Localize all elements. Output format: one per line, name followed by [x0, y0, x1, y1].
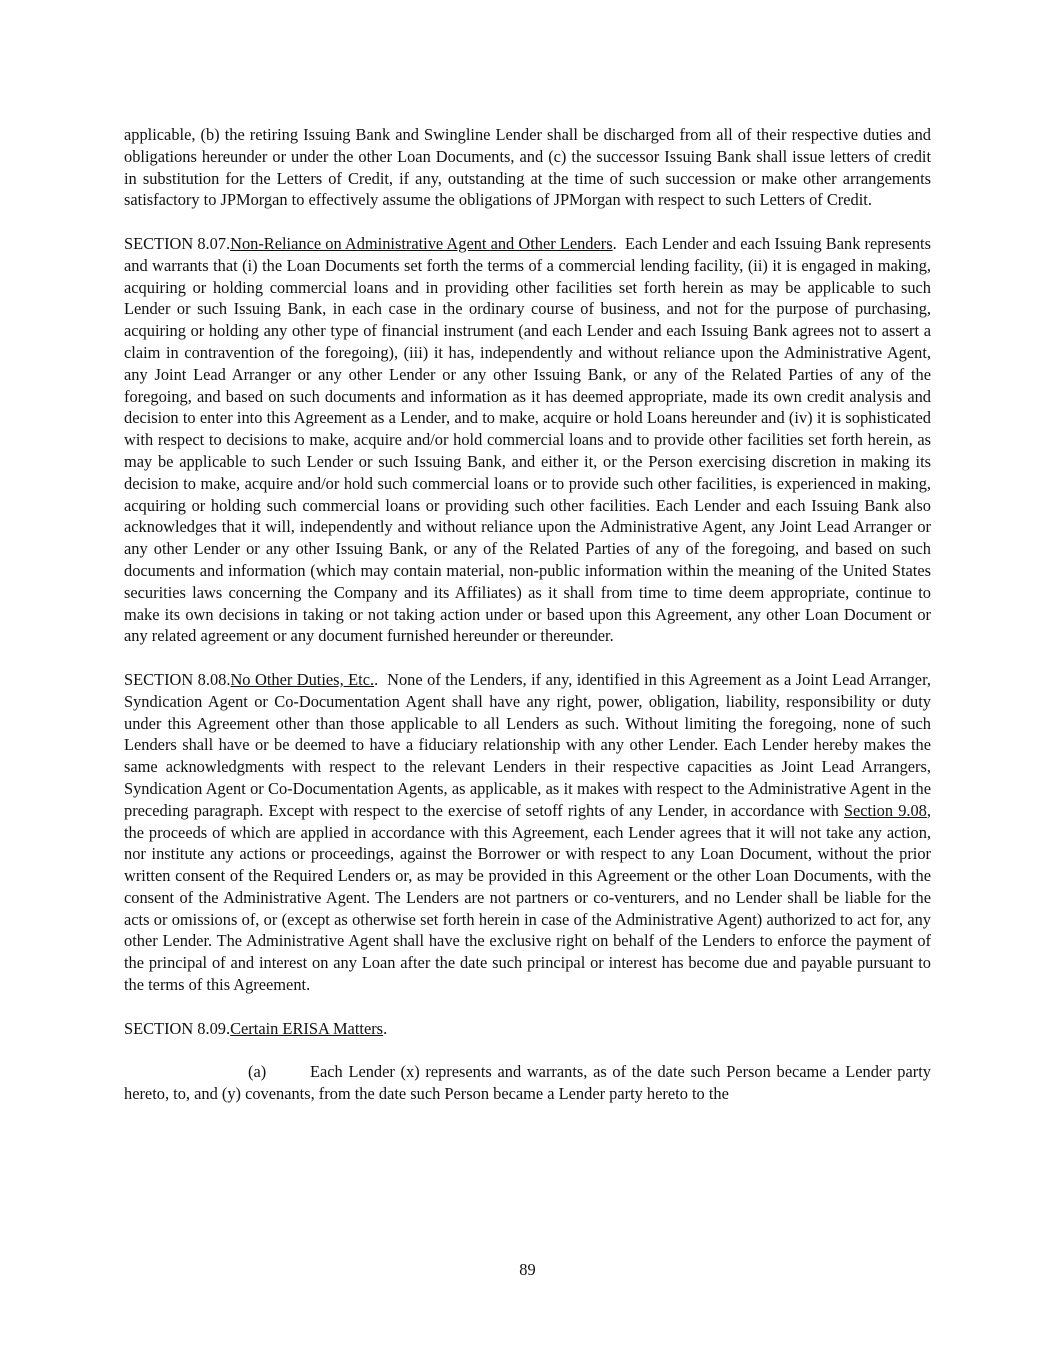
section-title-suffix: .: [383, 1018, 388, 1038]
subparagraph-text: Each Lender (x) represents and warrants, as of the date such Person became a Lender party hereto, to, and (y) covenants, from the date such Person became a Lender party hereto to the: [124, 1062, 931, 1104]
subparagraph-a: [124, 1061, 931, 1105]
section-title-suffix: .: [374, 669, 379, 689]
section-8-08: [124, 669, 931, 996]
section-8-09: [124, 1018, 931, 1040]
section-cross-reference: Section 9.08: [843, 800, 927, 820]
section-title: No Other Duties, Etc.: [230, 669, 375, 689]
document-page: [124, 124, 931, 1105]
section-number: SECTION 8.09.: [124, 1018, 231, 1038]
intro-paragraph: applicable, (b) the retiring Issuing Bank and Swingline Lender shall be discharged from all of their respective duties and obligations hereunder or under the other Loan Documents, and (c) the successor Issuing Bank shall issue letters of credit in substitution for the Letters of Credit, if any, outstanding at the time of such succession or make other arrangements satisfactory to JPMorgan to effectively assume the obligations of JPMorgan with respect to such Letters of Credit.: [124, 125, 931, 210]
page-number: 89: [519, 1260, 536, 1279]
section-body-continued: , the proceeds of which are applied in accordance with this Agreement, each Lender agrees that it will not take any action, nor institute any actions or proceedings, against the Borrower or with respect to any Loan Document, without the prior written consent of the Required Lenders or, as may be provided in this Agreement or the other Loan Documents, with the consent of the Administrative Agent. The Lenders are not partners or co-venturers, and no Lender shall be liable for the acts or omissions of, or (except as otherwise set forth herein in case of the Administrative Agent) authorized to act for, any other Lender. The Administrative Agent shall have the exclusive right on behalf of the Lenders to enforce the payment of the principal of and interest on any Loan after the date such principal or interest has become due and payable pursuant to the terms of this Agreement.: [124, 800, 931, 995]
section-title: Certain ERISA Matters: [230, 1018, 384, 1038]
section-body: Each Lender and each Issuing Bank represents and warrants that (i) the Loan Documents set forth the terms of a commercial lending facility, (ii) it is engaged in making, acquiring or holding commercial loans and in providing other facilities set forth herein as may be applicable to such Lender or such Issuing Bank, in each case in the ordinary course of business, and not for the purpose of purchasing, acquiring or holding any other type of financial instrument (and each Lender and each Issuing Bank agrees not to assert a claim in contravention of the foregoing), (iii) it has, independently and without reliance upon the Administrative Agent, any Joint Lead Arranger or any other Lender or any other Issuing Bank, or any of the Related Parties of any of the foregoing, and based on such documents and information as it has deemed appropriate, made its own credit analysis and decision to enter into this Agreement as a Lender, and to make, acquire or hold Loans hereunder and (iv) it is sophisticated with respect to decisions to make, acquire and/or hold commercial loans and to provide other facilities set forth herein, as may be applicable to such Lender or such Issuing Bank, and either it, or the Person exercising discretion in making its decision to make, acquire and/or hold such commercial loans or to provide such other facilities, is experienced in making, acquiring or holding such commercial loans or providing such other facilities. Each Lender and each Issuing Bank also acknowledges that it will, independently and without reliance upon the Administrative Agent, any Joint Lead Arranger or any other Lender or any other Issuing Bank, or any of the Related Parties of any of the foregoing, and based on such documents and information (which may contain material, non-public information within the meaning of the United States securities laws concerning the Company and its Affiliates) as it shall from time to time deem appropriate, continue to make its own decisions in taking or not taking action under or based upon this Agreement, any other Loan Document or any related agreement or any document furnished hereunder or thereunder.: [124, 233, 931, 646]
section-body: None of the Lenders, if any, identified in this Agreement as a Joint Lead Arranger, Syndication Agent or Co-Documentation Agent shall have any right, power, obligation, liability, responsibility or duty under this Agreement other than those applicable to all Lenders as such. Without limiting the foregoing, none of such Lenders shall have or be deemed to have a fiduciary relationship with any other Lender. Each Lender hereby makes the same acknowledgments with respect to the relevant Lenders in their respective capacities as Joint Lead Arrangers, Syndication Agent or Co-Documentation Agents, as applicable, as it makes with respect to the Administrative Agent in the preceding paragraph. Except with respect to the exercise of setoff rights of any Lender, in accordance with: [124, 669, 931, 820]
subparagraph-label: (a): [248, 1062, 267, 1082]
section-title-suffix: .: [612, 233, 617, 253]
section-number: SECTION 8.07.: [124, 233, 231, 253]
section-number: SECTION 8.08.: [124, 669, 231, 689]
section-8-07: [124, 233, 931, 647]
section-title: Non-Reliance on Administrative Agent and Other Lenders: [230, 233, 613, 253]
